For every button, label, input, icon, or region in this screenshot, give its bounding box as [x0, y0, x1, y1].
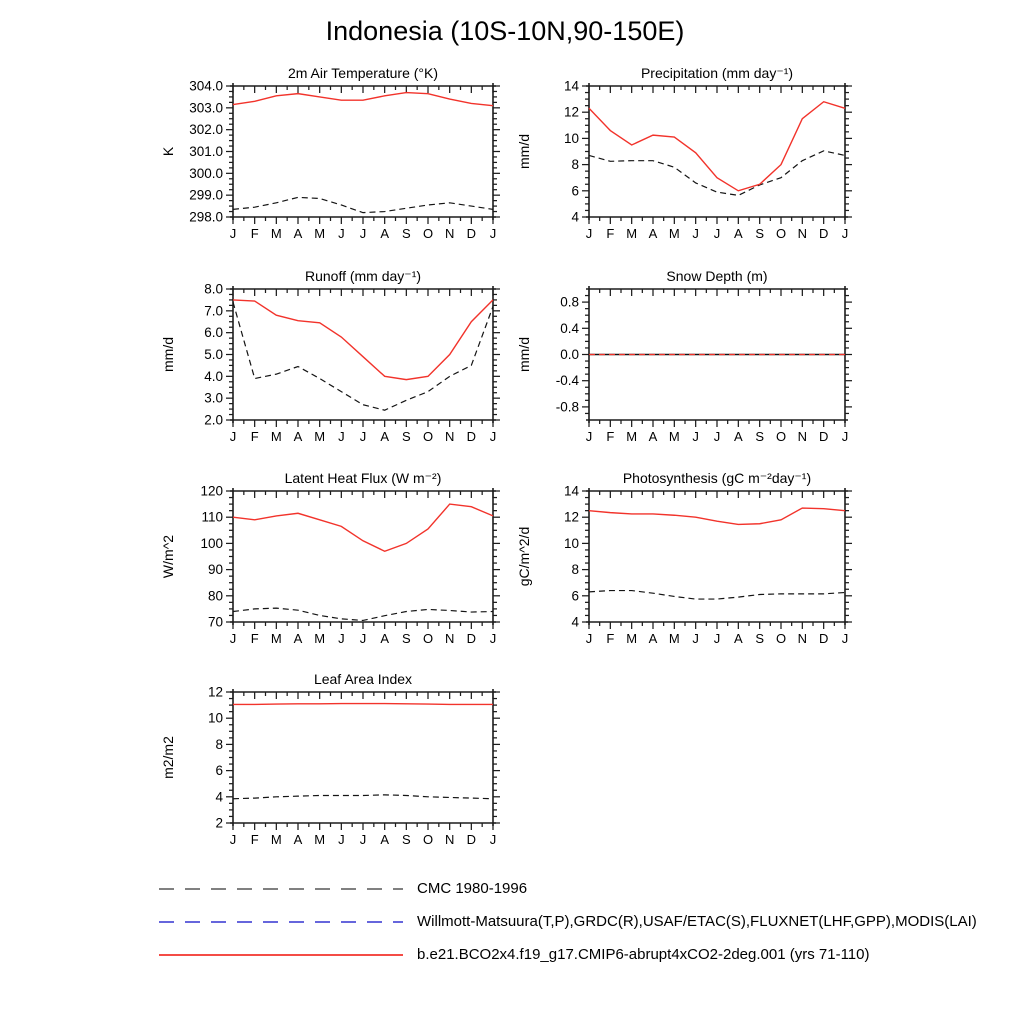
- series-model-red: [589, 102, 845, 191]
- y-tick-label: 3.0: [204, 390, 223, 406]
- subplot-title: Latent Heat Flux (W m⁻²): [284, 470, 442, 486]
- x-tick-label: J: [338, 226, 345, 241]
- subplot-title: Snow Depth (m): [666, 268, 768, 284]
- x-tick-label: S: [755, 429, 765, 444]
- x-tick-label: A: [733, 429, 743, 444]
- y-tick-label: 8: [571, 157, 579, 173]
- x-tick-label: A: [733, 631, 743, 646]
- x-tick-label: D: [466, 429, 477, 444]
- x-tick-label: N: [444, 429, 455, 444]
- x-tick-label: N: [797, 429, 808, 444]
- x-tick-label: N: [444, 226, 455, 241]
- series-model-red: [233, 300, 493, 380]
- y-tick-label: 6: [571, 588, 579, 604]
- y-tick-label: 299.0: [189, 187, 223, 203]
- y-tick-label: 8.0: [204, 281, 223, 297]
- x-tick-label: J: [585, 226, 593, 241]
- subplot-leaf-area-index: [160, 671, 500, 847]
- x-tick-label: M: [668, 429, 680, 444]
- y-tick-label: 14: [563, 78, 579, 94]
- y-tick-label: 10: [563, 535, 579, 551]
- x-tick-label: J: [359, 631, 367, 646]
- x-tick-label: M: [626, 226, 638, 241]
- y-tick-label: 10: [563, 130, 579, 146]
- x-tick-label: S: [401, 631, 411, 646]
- legend-item: [158, 938, 977, 971]
- x-tick-label: A: [380, 832, 390, 847]
- x-tick-label: S: [401, 832, 411, 847]
- x-tick-label: J: [359, 429, 367, 444]
- subplot-snow-depth: [516, 268, 852, 444]
- x-tick-label: N: [797, 226, 808, 241]
- legend-item: [158, 905, 977, 938]
- x-tick-label: J: [841, 631, 849, 646]
- series-model-red: [233, 93, 493, 106]
- x-tick-label: J: [489, 631, 497, 646]
- legend-label: Willmott-Matsuura(T,P),GRDC(R),USAF/ETAC(S),FLUXNET(LHF,GPP),MODIS(LAI): [417, 913, 977, 930]
- y-tick-label: 301.0: [189, 144, 223, 159]
- y-axis-label: mm/d: [516, 134, 532, 169]
- series-obs-dashed: [589, 151, 845, 196]
- x-tick-label: F: [250, 226, 259, 241]
- y-tick-label: 70: [207, 614, 223, 630]
- x-tick-label: J: [489, 832, 497, 847]
- x-tick-label: M: [314, 631, 326, 646]
- x-tick-label: M: [314, 429, 326, 444]
- x-tick-label: J: [713, 631, 721, 646]
- x-tick-label: N: [444, 631, 455, 646]
- x-tick-label: S: [755, 226, 765, 241]
- x-tick-label: F: [250, 631, 259, 646]
- y-tick-label: 8: [571, 562, 579, 578]
- x-tick-label: J: [489, 226, 497, 241]
- y-tick-label: 10: [207, 710, 223, 726]
- legend-line-obs-gray-icon: [158, 884, 404, 894]
- y-axis-label: mm/d: [160, 337, 176, 372]
- x-tick-label: A: [648, 429, 658, 444]
- subplot-title: 2m Air Temperature (°K): [287, 65, 439, 81]
- subplot-title: Runoff (mm day⁻¹): [304, 268, 422, 284]
- y-tick-label: 80: [207, 588, 223, 604]
- y-tick-label: 14: [563, 483, 579, 499]
- y-axis-label: m2/m2: [160, 736, 176, 779]
- figure-title: Indonesia (10S-10N,90-150E): [325, 16, 685, 46]
- y-tick-label: 8: [215, 736, 223, 752]
- x-tick-label: J: [692, 429, 699, 444]
- x-tick-label: M: [314, 832, 326, 847]
- x-tick-label: F: [606, 429, 615, 444]
- legend: [158, 872, 977, 971]
- y-axis-label: gC/m^2/d: [516, 526, 532, 587]
- x-tick-label: A: [648, 631, 658, 646]
- subplot-air-temperature: [160, 65, 500, 241]
- series-obs-dashed: [233, 795, 493, 799]
- y-tick-label: 120: [200, 483, 223, 499]
- x-tick-label: J: [229, 226, 237, 241]
- y-axis-label: W/m^2: [160, 534, 176, 579]
- series-obs-dashed: [589, 591, 845, 600]
- y-tick-label: 110: [201, 509, 223, 525]
- x-tick-label: J: [585, 631, 593, 646]
- series-model-red: [589, 508, 845, 524]
- y-tick-label: 298.0: [189, 209, 223, 225]
- y-tick-label: -0.4: [555, 373, 579, 389]
- y-tick-label: 2: [215, 815, 223, 831]
- y-tick-label: 7.0: [204, 303, 223, 319]
- y-tick-label: 4: [215, 789, 223, 805]
- x-tick-label: J: [229, 631, 237, 646]
- x-tick-label: S: [401, 226, 411, 241]
- y-tick-label: 6: [571, 183, 579, 199]
- x-tick-label: D: [466, 832, 477, 847]
- x-tick-label: A: [380, 631, 390, 646]
- x-tick-label: M: [626, 429, 638, 444]
- x-tick-label: A: [293, 226, 303, 241]
- x-tick-label: J: [713, 429, 721, 444]
- y-tick-label: 2.0: [204, 412, 223, 428]
- x-tick-label: J: [229, 832, 237, 847]
- x-tick-label: N: [797, 631, 808, 646]
- x-tick-label: F: [250, 832, 259, 847]
- x-tick-label: A: [293, 832, 303, 847]
- x-tick-label: A: [380, 226, 390, 241]
- series-model-red: [233, 504, 493, 551]
- x-tick-label: D: [818, 226, 829, 241]
- x-tick-label: J: [841, 429, 849, 444]
- x-tick-label: F: [606, 631, 615, 646]
- x-tick-label: N: [444, 832, 455, 847]
- y-tick-label: 4: [571, 614, 579, 630]
- x-tick-label: J: [692, 226, 699, 241]
- x-tick-label: S: [755, 631, 765, 646]
- x-tick-label: J: [713, 226, 721, 241]
- series-model-red: [233, 704, 493, 705]
- series-obs-dashed: [233, 608, 493, 620]
- y-tick-label: 304.0: [189, 78, 223, 94]
- legend-line-model-red-icon: [158, 950, 404, 960]
- subplot-title: Leaf Area Index: [313, 671, 413, 687]
- y-tick-label: 0.4: [560, 320, 579, 336]
- subplot-photosynthesis: [516, 470, 852, 646]
- x-tick-label: M: [626, 631, 638, 646]
- x-tick-label: J: [229, 429, 237, 444]
- y-tick-label: 300.0: [189, 165, 223, 181]
- y-tick-label: -0.8: [555, 399, 579, 415]
- y-tick-label: 0.8: [560, 294, 579, 310]
- x-tick-label: O: [422, 832, 434, 847]
- x-tick-label: J: [359, 226, 367, 241]
- y-tick-label: 4: [571, 209, 579, 225]
- y-tick-label: 6: [215, 763, 223, 779]
- x-tick-label: A: [733, 226, 743, 241]
- y-tick-label: 100: [200, 535, 223, 551]
- subplot-title: Photosynthesis (gC m⁻²day⁻¹): [622, 470, 812, 486]
- x-tick-label: O: [422, 631, 434, 646]
- x-tick-label: J: [841, 226, 849, 241]
- x-tick-label: J: [338, 832, 345, 847]
- x-tick-label: M: [668, 631, 680, 646]
- y-tick-label: 5.0: [204, 347, 223, 362]
- series-obs-dashed: [233, 197, 493, 212]
- subplot-precipitation: [516, 65, 852, 241]
- x-tick-label: D: [466, 631, 477, 646]
- x-tick-label: M: [270, 429, 282, 444]
- x-tick-label: O: [422, 429, 434, 444]
- x-tick-label: A: [293, 631, 303, 646]
- x-tick-label: S: [401, 429, 411, 444]
- x-tick-label: M: [314, 226, 326, 241]
- legend-line-obs-blue-icon: [158, 917, 404, 927]
- x-tick-label: A: [648, 226, 658, 241]
- y-tick-label: 12: [563, 509, 579, 525]
- y-tick-label: 6.0: [204, 325, 223, 341]
- y-tick-label: 0.0: [560, 347, 579, 362]
- x-tick-label: J: [338, 631, 345, 646]
- x-tick-label: D: [818, 631, 829, 646]
- x-tick-label: J: [338, 429, 345, 444]
- y-axis-label: K: [160, 146, 176, 157]
- x-tick-label: M: [668, 226, 680, 241]
- x-tick-label: J: [692, 631, 699, 646]
- legend-label: b.e21.BCO2x4.f19_g17.CMIP6-abrupt4xCO2-2deg.001 (yrs 71-110): [417, 946, 870, 963]
- x-tick-label: O: [775, 631, 787, 646]
- y-tick-label: 90: [207, 562, 223, 578]
- y-axis-label: mm/d: [516, 337, 532, 372]
- y-tick-label: 303.0: [189, 100, 223, 116]
- subplot-title: Precipitation (mm day⁻¹): [640, 65, 794, 81]
- x-tick-label: A: [380, 429, 390, 444]
- x-tick-label: M: [270, 832, 282, 847]
- x-tick-label: M: [270, 226, 282, 241]
- y-tick-label: 12: [563, 104, 579, 120]
- x-tick-label: O: [775, 429, 787, 444]
- x-tick-label: J: [359, 832, 367, 847]
- x-tick-label: F: [250, 429, 259, 444]
- legend-item: [158, 872, 977, 905]
- x-tick-label: A: [293, 429, 303, 444]
- x-tick-label: O: [775, 226, 787, 241]
- y-tick-label: 4.0: [204, 368, 223, 384]
- x-tick-label: J: [585, 429, 593, 444]
- subplot-runoff: [160, 268, 500, 444]
- y-tick-label: 302.0: [189, 122, 223, 138]
- x-tick-label: F: [606, 226, 615, 241]
- y-tick-label: 12: [207, 684, 223, 700]
- x-tick-label: J: [489, 429, 497, 444]
- subplot-latent-heat-flux: [160, 470, 500, 646]
- x-tick-label: D: [466, 226, 477, 241]
- x-tick-label: M: [270, 631, 282, 646]
- x-tick-label: O: [422, 226, 434, 241]
- x-tick-label: D: [818, 429, 829, 444]
- legend-label: CMC 1980-1996: [417, 880, 528, 897]
